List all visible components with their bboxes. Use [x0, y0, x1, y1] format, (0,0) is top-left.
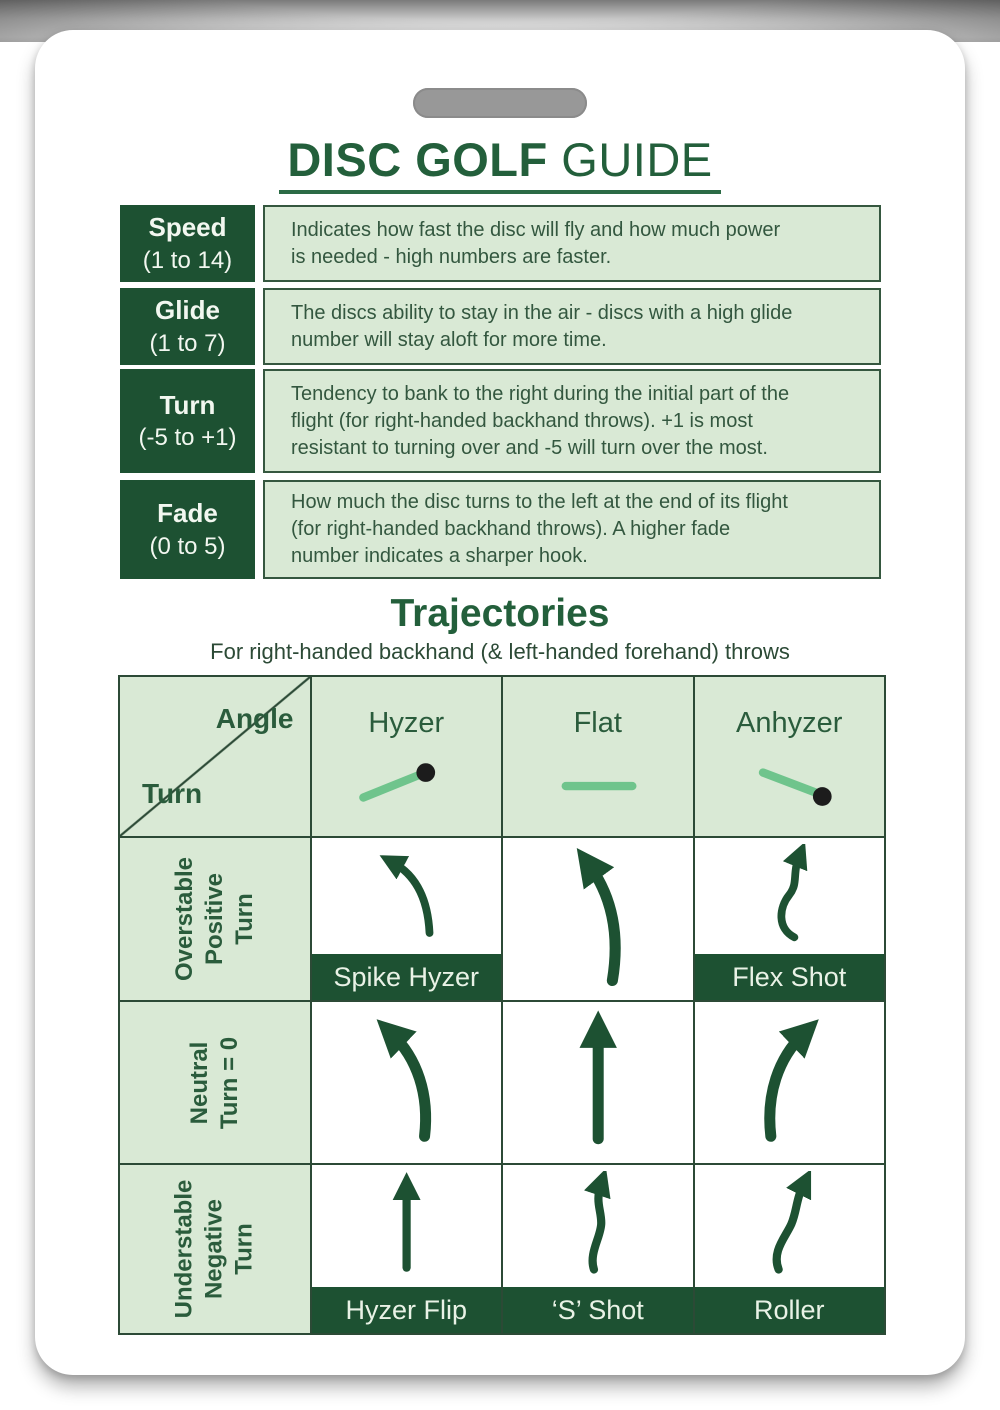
rating-name: Fade [157, 498, 218, 528]
neutral-anhyzer-arrow-icon [728, 1009, 850, 1156]
shot-label-s-shot: ‘S’ Shot [503, 1287, 693, 1333]
shot-label-hyzer-flip: Hyzer Flip [312, 1287, 502, 1333]
row-header-label: Understable Negative Turn [170, 1179, 258, 1319]
rating-range: (-5 to +1) [138, 424, 237, 452]
cell-neutral-flat [503, 1002, 693, 1163]
rating-description-glide [263, 288, 881, 365]
row-header-understable [120, 1165, 310, 1333]
description-line: number will stay aloft for more time. [291, 328, 607, 351]
cell-overstable-hyzer [312, 838, 502, 1000]
badge-hole-slot [413, 88, 587, 118]
column-label: Hyzer [368, 707, 445, 739]
rating-name: Turn [159, 389, 216, 420]
rating-range: (1 to 7) [149, 329, 226, 357]
rating-row-turn [120, 369, 881, 473]
flex-shot-arrow-icon [746, 844, 832, 948]
description-line: Indicates how fast the disc will fly and how much power [291, 218, 781, 241]
row-header-label: Neutral Turn = 0 [185, 1036, 243, 1129]
anhyzer-angle-icon [723, 758, 855, 810]
rating-description-speed [263, 205, 881, 282]
shot-label-spike-hyzer: Spike Hyzer [312, 954, 502, 1000]
page-title [35, 132, 965, 187]
shot-label-flex-shot: Flex Shot [695, 954, 885, 1000]
cell-overstable-anhyzer [695, 838, 885, 1000]
corner-angle-label: Angle [215, 703, 294, 734]
cell-neutral-hyzer [312, 1002, 502, 1163]
page-title-light: GUIDE [561, 133, 713, 186]
description-line: number indicates a sharper hook. [291, 545, 588, 567]
column-header-anhyzer [695, 677, 885, 836]
rating-description-fade [263, 480, 881, 579]
rating-label-glide [120, 288, 255, 365]
row-header-neutral [120, 1002, 310, 1163]
description-line: Tendency to bank to the right during the initial part of the [291, 382, 790, 405]
shot-label-roller: Roller [695, 1287, 885, 1333]
cell-understable-flat [503, 1165, 693, 1333]
trajectories-table [118, 675, 886, 1335]
rating-description-turn [263, 369, 881, 473]
rating-name: Glide [154, 295, 220, 325]
title-underline [279, 190, 721, 194]
rating-label-fade [120, 480, 255, 579]
neutral-hyzer-arrow-icon [345, 1009, 467, 1156]
description-line: flight (for right-handed backhand throws). +1 is most [291, 409, 753, 432]
rating-label-speed [120, 205, 255, 282]
overstable-flat-arrow-icon [536, 845, 659, 993]
rating-range: (1 to 14) [142, 246, 233, 274]
description-line: resistant to turning over and -5 will turn over the most. [291, 436, 768, 459]
disc-golf-guide-card [35, 30, 965, 1375]
trajectories-title: Trajectories [390, 592, 610, 635]
row-header-overstable [120, 838, 310, 1000]
cell-understable-hyzer [312, 1165, 502, 1333]
straight-arrow-icon [537, 1009, 659, 1156]
description-line: (for right-handed backhand throws). A higher fade [291, 518, 731, 540]
description-line: How much the disc turns to the left at the end of its flight [291, 491, 788, 513]
hyzer-flip-arrow-icon [361, 1171, 452, 1280]
column-label: Anhyzer [736, 707, 843, 739]
roller-arrow-icon [744, 1171, 835, 1280]
column-label: Flat [573, 707, 622, 739]
flat-angle-icon [532, 758, 664, 810]
spike-hyzer-arrow-icon [363, 844, 449, 948]
rating-name: Speed [148, 212, 227, 242]
s-shot-arrow-icon [552, 1171, 643, 1280]
corner-header-cell [120, 677, 310, 836]
cell-neutral-anhyzer [695, 1002, 885, 1163]
description-line: is needed - high numbers are faster. [291, 245, 612, 268]
cell-overstable-flat [503, 838, 693, 1000]
rating-row-speed [120, 205, 881, 282]
cell-understable-anhyzer [695, 1165, 885, 1333]
corner-turn-label: Turn [142, 778, 203, 809]
rating-label-turn [120, 369, 255, 473]
column-header-hyzer [312, 677, 502, 836]
rating-row-glide [120, 288, 881, 365]
trajectories-subtitle: For right-handed backhand (& left-handed forehand) throws [210, 639, 790, 664]
column-header-flat [503, 677, 693, 836]
page-title-bold: DISC GOLF [287, 133, 548, 186]
rating-range: (0 to 5) [149, 532, 226, 560]
description-line: The discs ability to stay in the air - discs with a high glide [291, 301, 793, 324]
row-header-label: Overstable Positive Turn [170, 856, 258, 982]
rating-row-fade [120, 480, 881, 579]
hyzer-angle-icon [340, 758, 472, 810]
